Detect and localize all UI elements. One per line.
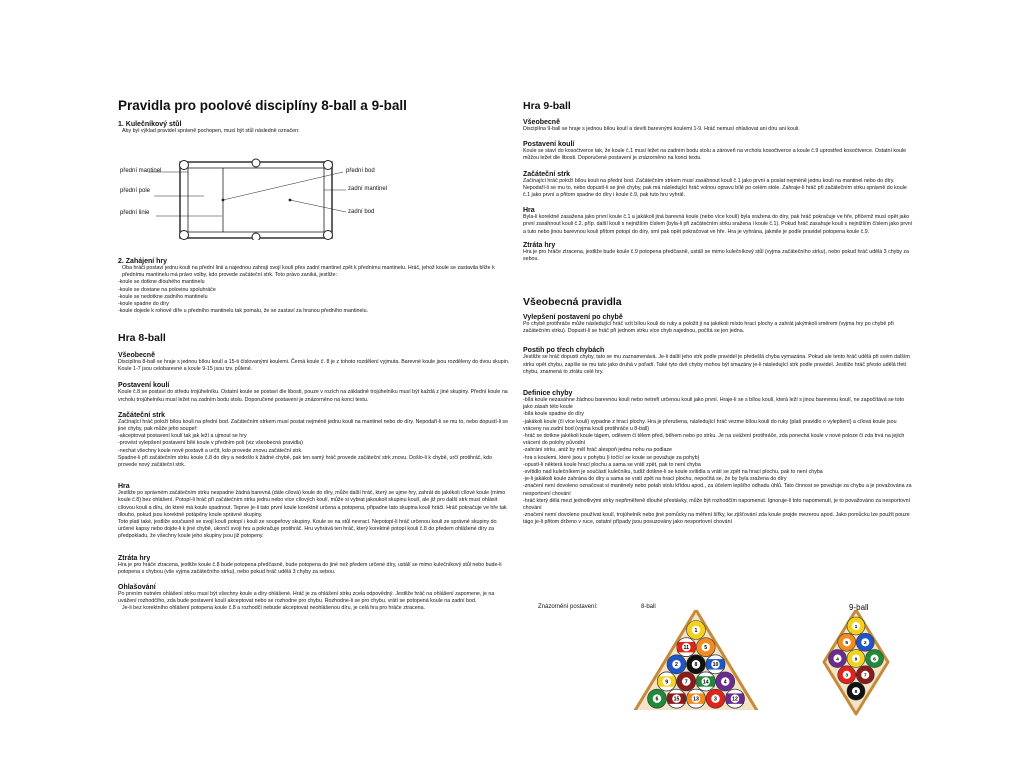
ball-number: 4 (836, 657, 839, 663)
heading-8ball-general: Všeobecně (118, 352, 155, 359)
ball-number: 3 (845, 673, 849, 679)
label-8ball-rack: 8-ball (641, 604, 656, 610)
rack-8ball (631, 610, 761, 710)
section-table-title: 1. Kulečníkový stůl (118, 121, 182, 128)
ball-2 (667, 655, 686, 674)
section-start (118, 258, 510, 315)
list-item: -značení nemí dovoleno používat koulí, trojúhelník nebo jiné pomůcky na měření šířky, ke zjišťování zda koule projde mezerou apod. Jako pomůcku lze použít pouze tágo je-li přitom drženo v ruce, ostatní případy jsou posuzovány jako nesportovní chování (523, 512, 910, 526)
heading-9ball-play: Hra (523, 207, 535, 215)
section-table-text: Aby byl výklad pravidel správně pochopen, musí být stůl následně označen: (122, 128, 300, 134)
list-item: -je-li jakákoli koule zahrána do díry a sama se vrátí zpět na hrací plochu, nepočítá se, že by byla sražena do díry (523, 476, 787, 483)
list-item: -svítidlo nad kulečníkem je součástí kulečníku, tudíž dotkne-li se koule svítidla a vrátí se zpět na hrací plochu, pak to není chyba (523, 469, 823, 476)
list-item: -hra s koulemi, které jsou v pohybu (i točící se koule se považuje za pohyb) (523, 454, 700, 461)
heading-9ball-general: Všeobecně (523, 119, 560, 126)
text-8ball-call-2: Je-li bez korektního ohlášení potopena koule č.8 a rozhodčí nebude akceptovat neohlášenou díru, je celá hra pro hráče ztracena. (122, 605, 426, 612)
section-start-list (118, 279, 510, 315)
heading-8ball-loss: Ztráta hry (118, 554, 151, 562)
list-item: -jakákoli koule (či více koulí) vypadne z hrací plochy. Hra je přerušena, následující hráč vezme bílou kouli do ruky (platí pravidlo o vylepšení) a cílová koule jsou vráceny na zadní bod (vyjma koulí protihráče u 8-ball) (523, 418, 897, 432)
rack-diagrams (523, 600, 915, 710)
text-9ball-play: Byla-li korektně zasažena jako první koule č.1 a jakákoli jiná barevná koule (nebo více koulí) byla sražena do díry, pak hráč pokračuje ve hře, přičemž musí opět jako první zasáhnout kouli č.2, příp. další kouli s nejnižším číslem (byla-li při začátečním strku sražena i koule č.1). Pokud hráč zasahuje kouli s nejnižším číslem jako první a tuto nebo jinou barevnou kouli přitom potopí do díry, smí pak opět pokračovat ve hře. Hra je vyhrána, jakmile je podle pravidel potopena koule č.9. (523, 214, 913, 235)
list-item: -hráč který dělá mezi jednotlivými strky nepřiměřeně dlouhé přestávky, může být rozhodčím napomenut. Ignoruje-li toto napomenutí, je to považováno za nesportovní chování (523, 497, 911, 512)
list-item: -bílá koule nezasáhne žádnou barevnou kouli nebo netrefí určenou kouli jako první. Hraje-li se s bílou koulí, která leží s jinou barevnou koulí, ne započítává se toto jako zásah této koule (523, 397, 905, 411)
section-start-text: Oba hráči postaví jednu kouli na přední linii a najednou zahrají svojí koulí přes zadní mantinel zpět k přednímu mantinelu. Hráč, jehož koule se zastavila blíže k přednímu mantinelu má právo volby, kdo provede začáteční strk. Toto právo zaniká, jestliže: (122, 265, 495, 279)
text-8ball-general: Disciplína 8-ball se hraje s jednou bílou koulí a 15-ti číslovanými koulemi. Černá koule č. 8 je z tohoto rozdělení vyjmuta. Barevné koule jsou rozděleny do dvou skupin. Koule 1-7 jsou celobarevné a koule 9-15 jsou tzv. půlené. (118, 359, 510, 373)
list-item: -koule spadne do díry (118, 301, 169, 308)
list-item: -koule se nedotkne zadního mantinelu (118, 293, 208, 300)
ball-number: 9 (854, 657, 858, 663)
heading-general-fouls: Definice chyby (523, 390, 573, 398)
label-front-line: přední linie (120, 210, 150, 216)
heading-9ball-loss: Ztráta hry (523, 241, 556, 249)
list-item: -koule se dostane na polovinu spoluhráče (118, 286, 216, 293)
text-8ball-loss: Hra je pro hráče ztracena, jestliže koule č.8 bude potopena předčasně, bude potopena do jiné než předem určené díry, ustálí se mimo kulečníkový stůl nebo bude-li potopena s chybou (vše vyjma začátečního strku), nebo pokud hráč udělá 3 chyby za sebou. (118, 561, 502, 575)
ball-8 (847, 682, 865, 700)
document-title: Pravidla pro poolové disciplíny 8-ball a 9-ball (118, 98, 407, 113)
ball-number: 13 (693, 696, 699, 703)
list-item: -hráč se dotkne jakékoli koule tágem, oděvem či tělem před, během nebo po strku. Je na uvážení protihráče, zda ponechá koule v nové poloze či zda trvá na jejich vrácení do polohy původní (523, 433, 905, 447)
ball-4 (829, 650, 847, 668)
ball-number: 7 (863, 673, 867, 679)
ball-6 (866, 650, 884, 668)
ball-number: 3 (714, 696, 717, 703)
heading-8ball-break: Začáteční strk (118, 411, 166, 419)
ball-number: 11 (683, 645, 690, 652)
list-item: -provést vylepšení postavení bílé koule v předním poli (viz všeobecná pravidla) (118, 440, 303, 447)
label-back-cushion: zadní mantinel (348, 186, 388, 192)
ball-number: 5 (704, 645, 708, 652)
ball-number: 6 (655, 696, 659, 703)
pool-table-drawing (118, 150, 510, 240)
ball-14 (696, 672, 715, 691)
ball-11 (677, 638, 696, 657)
rack-9ball (821, 610, 891, 720)
ball-1 (687, 621, 706, 640)
text-8ball-setup: Koule č.8 se postaví do středu trojúhelníku. Ostatní koule se postaví dle libosti, pouze v rozích na základně trojúhelníku musí být každá z jiné skupiny. Přední koule na vrcholu trojúhelníku musí ležet na zadním bodu stolu. Doporučené postavení je znázorněno na konci textu. (118, 389, 508, 403)
heading-8ball: Hra 8-ball (118, 332, 166, 344)
ball-number: 2 (863, 641, 867, 647)
list-item: -značení není dovoleno označovat si mantinely nebo potah stolu křídou apod., za účelem lepšího odhadu úhlů. Tato činnost se považuje za chybu a je považována za nesportovní chování (523, 483, 912, 497)
list-item: -akceptovat postavení koulí tak jak leží a ujmout se hry (118, 433, 247, 440)
ball-number: 8 (854, 689, 858, 695)
ball-number: 1 (694, 627, 698, 634)
heading-8ball-setup: Postavení koulí (118, 382, 170, 390)
text-9ball-loss: Hra je pro hráče ztracena, jestliže bude koule č.9 potopena předčasně, ustálí se mimo kulečníkový stůl (vyjma začátečního strku), nebo pokud hráč udělá 3 chyby za sebou. (523, 248, 909, 263)
ball-number: 15 (673, 696, 680, 703)
heading-9ball-setup: Postavení koulí (523, 141, 575, 149)
ball-6 (648, 689, 667, 708)
label-front-cushion: přední mantinel (120, 168, 162, 174)
text-general-improve: Po chybě protihráče může následující hráč vzít bílou kouli do ruky a položit ji na jakékoli místo hrací plochy a zahrát jakýmkoli směrem (vyjma hry po chybě při začátečním strku). Dopustí-li se hráč při jednom strku více chyb najednou, počítá se jen jedna. (523, 321, 894, 335)
ball-8 (687, 655, 706, 674)
ball-5 (838, 633, 856, 651)
ball-number: 14 (702, 679, 709, 686)
diagram-caption: Znázornění postavení: (538, 604, 598, 610)
ball-number: 2 (675, 662, 678, 669)
ball-9 (657, 672, 676, 691)
text-9ball-setup: Koule se staví do kosočtverce tak, že koule č.1 musí ležet na zadním bodu stolu a zároveň na vrcholu kosočtverce a koule č.9 uprostřed kosočtverce. Ostatní koule můžou ležet dle libosti. Doporučené postavení je znázorněno na konci textu. (523, 148, 907, 162)
label-9ball-rack: 9-ball (849, 603, 869, 612)
list-item: -koule se dotkne dlouhého mantinelu (118, 279, 205, 286)
ball-number: 10 (712, 662, 719, 669)
list-item: -zahrání strku, aniž by měl hráč alespoň jednu nohu na podlaze (523, 447, 672, 454)
ball-3 (706, 689, 725, 708)
ball-5 (696, 638, 715, 657)
ball-15 (667, 689, 686, 708)
ball-1 (847, 617, 865, 635)
ball-4 (716, 672, 735, 691)
heading-9ball: Hra 9-ball (523, 100, 571, 112)
ball-7 (856, 666, 874, 684)
heading-8ball-play: Hra (118, 483, 130, 491)
text-8ball-play-2: Toto platí také, jestliže současně se svojí koulí potopí i kouli ze soupeřovy skupiny. Koule se na stůl nevrací. Nepotopí-li hráč určenou kouli ze správné skupiny do určené kapsy nebo dojde-li k jiné chybě, ukončí svoji hru a pokračuje protihráč. Hru vyhrává ten hráč, který korektně potopí kouli č.8 do předem ohlášené díry za předpokladu, že všechny koule jeho skupiny jsou již potopeny. (118, 519, 497, 540)
text-8ball-break: Začínající hráč položí bílou kouli na přední bod. Začátečním strkem musí postat nejméně jednu kouli na mantinel nebo do díry. Nepodaří-li se mu to, nebo dopustí-li se jiné chyby, pak může jeho soupeř: (118, 418, 509, 433)
text-9ball-break: Začínající hráč položí bílou kouli na přední bod. Začátečním strkem musí zasáhnout kouli č.1 jako první a poslat nejméně jednu kouli na mantinel nebo do díry. Nepodaří-li se mu to, nebo dopustí-li se jiné chyby, pak má následující hráč volnou opravu bílé po celém stole. Zahraje-li hráč při začátečním strku správně do koule č.1 jako první a přitom spadne do díry i koule č.9, pak tuto hru vyhrál. (523, 177, 907, 199)
ball-number: 8 (694, 662, 698, 669)
ball-9 (847, 650, 865, 668)
ball-number: 5 (845, 641, 849, 647)
heading-general: Všeobecná pravidla (523, 296, 622, 308)
text-8ball-break-2: Spadne-li při začátečním strku koule č.8 do díry a nedošlo k žádné chybě, pak ten samý hráč provede začáteční strk znovu. Došlo-li k chybě, určí protihráč, kdo provede nový začáteční strk. (118, 454, 492, 469)
ball-7 (677, 672, 696, 691)
ball-number: 6 (873, 657, 876, 663)
ball-number: 1 (854, 624, 858, 630)
label-back-spot: zadní bod (348, 209, 375, 215)
heading-general-improve: Vylepšení postavení po chybě (523, 314, 623, 321)
ball-number: 7 (684, 679, 688, 686)
section-9ball (523, 100, 915, 263)
text-9ball-general: Disciplína 9-ball se hraje s jednou bílou koulí a devíti barevnými koulemi 1-9. Hráč nemusí ohlašovat ani díru ani kouli. (523, 126, 800, 132)
list-item: -nechat všechny koule nově postavit a určit, kdo provede znovu začáteční strk. (118, 447, 303, 454)
heading-general-three: Postih po třech chybách (523, 347, 605, 355)
ball-12 (726, 689, 745, 708)
ball-3 (838, 666, 856, 684)
ball-number: 12 (732, 696, 738, 703)
text-general-three: Jestliže se hráč dopustí chyby, tato se mu zaznamenává. Je-li další jeho strk podle pravidel je předešlá chyba vymazána. Pokud ale tento hráč udělá při svém dalším strku opět chybu, zapíše se mu tato jako druhá v pořadí. Také tyto dvě chyby mohou být smazány je-li následující strk podle pravidel. Jestliže hráč přesto udělá třetí chybu, znamená to ztrátu celé hry. (523, 354, 910, 375)
label-front-pole: přední pole (120, 188, 151, 194)
label-front-spot: přední bod (346, 168, 375, 174)
heading-9ball-break: Začáteční strk (523, 170, 571, 178)
list-general-fouls (523, 397, 915, 527)
section-start-title: 2. Zahájení hry (118, 258, 168, 265)
list-item: -koule dojede k rohové díře u předního mantinelu tak pomalu, že se zastaví za hranou předního mantinelu. (118, 308, 368, 315)
text-8ball-call: Po prvním nutném ohlášení strku musí být všechny koule a díry ohlášené. Hráč je za ohlášení strku zcela odpovědný. Jestliže hráč na ohlášení zapomene, je na uvážení rozhodčího, zda bude postavení koulí akceptovat nebo se rozhodne pro chybu. Rozhodne-li se pro chybu, vrátí se potopená koule na zadní bod. (118, 591, 495, 605)
ball-13 (687, 689, 706, 708)
section-general (523, 296, 915, 527)
ball-number: 4 (723, 679, 727, 686)
ball-number: 9 (665, 679, 669, 686)
list-8ball-break (118, 433, 510, 455)
text-8ball-play: Jestliže po správném začátečním strku nespadne žádná barevná (dále cílová) koule do díry, může další hráč, který se ujme hry, zahrát do jakékoli cílové koule (mimo koule č.8) bez ohlášení. Potopí-li hráč při začátečním strku jednu nebo více cílových koulí, může si vybrat jakoukoli skupinu koulí, ale již pro další strk musí ohlásit cílovou kouli a díru, do které má koule spadnout. Teprve je-li tato první koule korektně určena a potopena, připadne tato skupina koulí hráči. Hráč pokračuje ve hře tak dlouho, pokud jsou korektně potápěny koule správné skupiny. (118, 490, 507, 518)
list-item: -bílá koule spadne do díry (523, 411, 584, 418)
list-item: -opustí-li některá koule hrací plochu a sama se vrátí zpět, pak to není chyba (523, 461, 701, 468)
table-diagram (118, 150, 510, 240)
heading-8ball-call: Ohlašování (118, 584, 156, 592)
ball-10 (706, 655, 725, 674)
section-8ball (118, 332, 510, 613)
ball-2 (856, 633, 874, 651)
